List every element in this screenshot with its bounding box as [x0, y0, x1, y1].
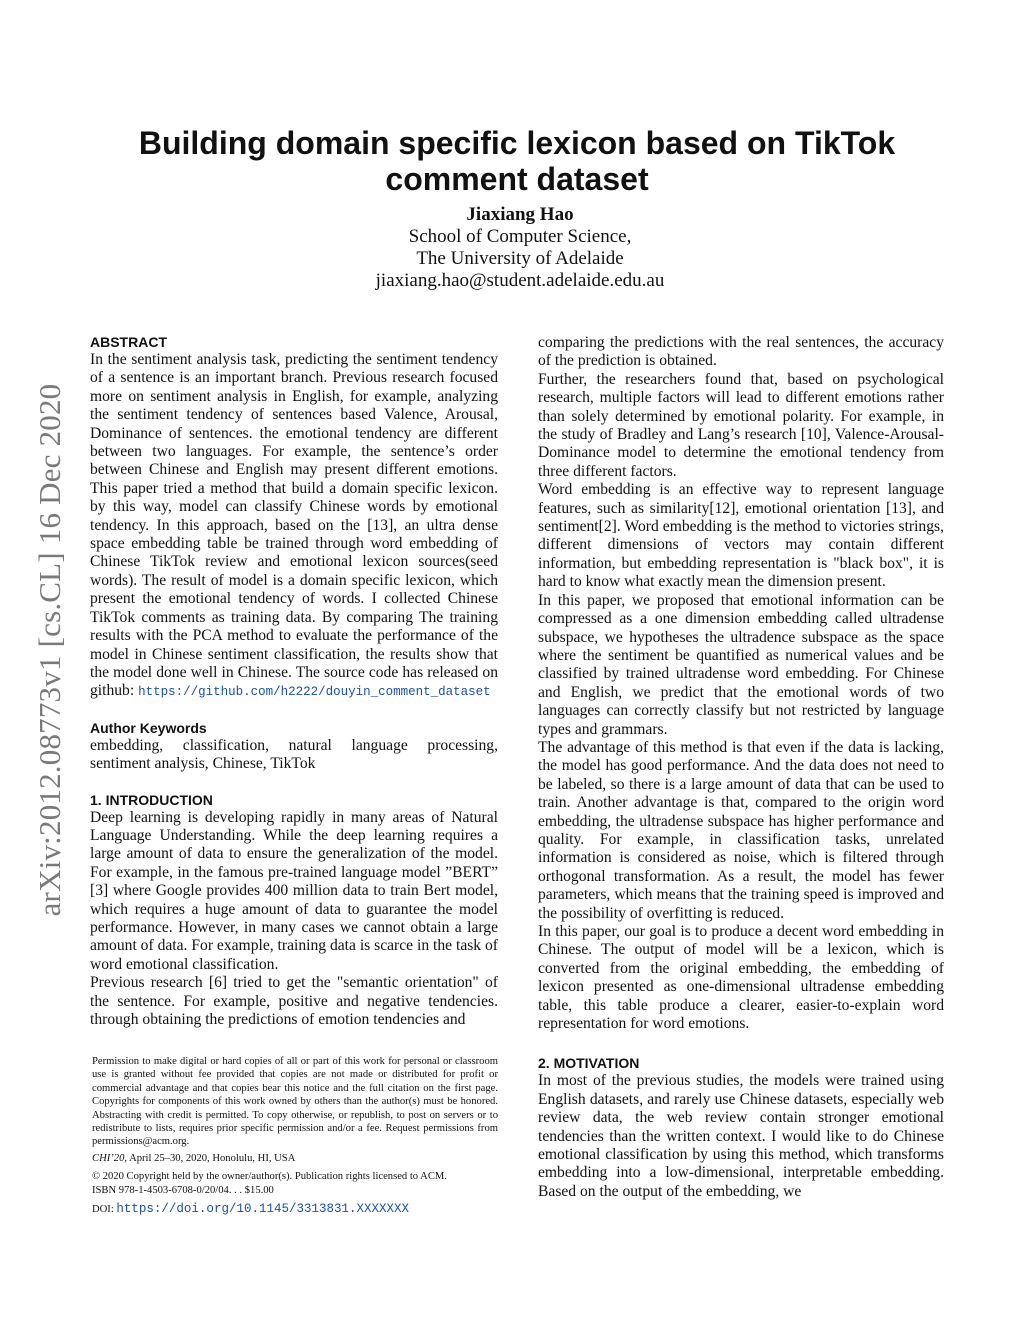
right-paragraph-5: The advantage of this method is that even if the data is lacking, the model has good performance. And the data does not need to be labeled, so there is a large amount of data that can be used to train. Another advantage is that, compared to the origin word embedding, the ultradense subspace has higher performance and quality. For example, in classification tasks, unrelated information is considered as noise, which is filtered through orthogonal transformation. As a result, the model has fewer parameters, which means that the training speed is improved and the possibility of overfitting is reduced.	[538, 738, 944, 922]
right-paragraph-2: Further, the researchers found that, based on psychological research, multiple factors will lead to different emotions rather than solely determined by emotional polarity. For example, in the study of Bradley and Lang’s research [10], Valence-Arousal-Dominance model to determine the emotional tendency from three different factors.	[538, 370, 944, 480]
author-department: School of Computer Science,	[408, 226, 632, 247]
right-paragraph-3: Word embedding is an effective way to represent language features, such as similarity[12], emotional orientation [13], and sentiment[2]. Word embedding is the method to victories strings, different dimensions of vectors may contain different information, but embedding representation is "black box", it is hard to know what exactly mean the dimension present.	[538, 481, 944, 591]
paper-title: Building domain specific lexicon based on TikTok comment dataset	[138, 125, 896, 197]
github-link[interactable]: https://github.com/h2222/douyin_comment_dataset	[138, 685, 491, 700]
author-university: The University of Adelaide	[416, 248, 624, 269]
motivation-heading: 2. MOTIVATION	[538, 1055, 640, 1072]
conference-name: CHI’20,	[92, 1152, 128, 1164]
author-email: jiaxiang.hao@student.adelaide.edu.au	[375, 270, 665, 291]
arxiv-identifier: arXiv:2012.08773v1 [cs.CL] 16 Dec 2020	[32, 383, 67, 917]
right-column	[538, 334, 944, 1201]
permission-text: Permission to make digital or hard copies of all or part of this work for personal or classroom use is granted without fee provided that copies are not made or distributed for profit or commercial advantage and that copies bear this notice and the full citation on the first page. Copyrights for components of this work owned by others than the author(s) must be honored. Abstracting with credit is permitted. To copy otherwise, or republish, to post on servers or to redistribute to lists, requires prior specific permission and/or a fee. Request permissions from permissions@acm.org.	[92, 1056, 498, 1148]
conference-line	[92, 1152, 498, 1165]
isbn-line: ISBN 978-1-4503-6708-0/20/04. . . $15.00	[92, 1184, 274, 1196]
introduction-paragraph-1: Deep learning is developing rapidly in many areas of Natural Language Understanding. While the deep learning requires a large amount of data to ensure the generalization of the model. For example, in the famous pre-trained language model ”BERT” [3] where Google provides 400 million data to train Bert model, which requires a huge amount of data to guarantee the model performance. However, in many cases we cannot obtain a large amount of data. For example, training data is scarce in the task of word emotional classification.	[90, 808, 498, 973]
conference-details: April 25–30, 2020, Honolulu, HI, USA	[127, 1152, 296, 1164]
right-paragraph-6: In this paper, our goal is to produce a decent word embedding in Chinese. The output of model will be a lexicon, which is converted from the original embedding, the embedding of lexicon presented as one-dimensional ultradense embedding table, this table produce a clearer, easier-to-explain word representation for word emotions.	[538, 923, 944, 1033]
abstract-body: In the sentiment analysis task, predicting the sentiment tendency of a sentence is an important branch. Previous research focused more on sentiment analysis in English, for example, analyzing the sentiment tendency of sentences based Valence, Arousal, Dominance of sentences. the emotional tendency are different between two languages. For example, the sentence’s order between Chinese and English may present different emotions. This paper tried a method that build a domain specific lexicon. by this way, model can classify Chinese words by emotional tendency. In this approach, based on the [13], an ultra dense space embedding table be trained through word embedding of Chinese TikTok review and emotional lexicon sources(seed words). The result of model is a domain specific lexicon, which present the emotional tendency of words. I collected Chinese TikTok comments as training data. By comparing The training results with the PCA method to evaluate the performance of the model in Chinese sentiment classification, the results show that the model done well in Chinese. The source code has released on github:	[90, 351, 498, 700]
permission-footnote	[92, 1055, 498, 1216]
arxiv-sidebar	[30, 350, 70, 950]
doi-label: DOI:	[92, 1204, 117, 1216]
keywords-text: embedding, classification, natural language processing, sentiment analysis, Chinese, TikTok	[90, 736, 498, 773]
copyright-line: © 2020 Copyright held by the owner/author(s). Publication rights licensed to ACM.	[92, 1171, 447, 1183]
author-block	[300, 204, 740, 292]
motivation-text: In most of the previous studies, the models were trained using English datasets, and rarely use Chinese datasets, especially web review data, the web review contain stronger emotional tendencies than the written context. I would like to do Chinese emotional classification by using this method, which transforms embedding into a low-dimensional, interpretable embedding. Based on the output of the embedding, we	[538, 1072, 944, 1200]
abstract-text	[90, 351, 498, 702]
left-column	[90, 334, 498, 1029]
author-name: Jiaxiang Hao	[466, 204, 574, 225]
right-paragraph-1: comparing the predictions with the real sentences, the accuracy of the prediction is obtained.	[538, 334, 944, 370]
abstract-heading: ABSTRACT	[90, 334, 167, 350]
introduction-heading: 1. INTRODUCTION	[90, 791, 213, 808]
introduction-paragraph-2: Previous research [6] tried to get the "semantic orientation" of the sentence. For example, positive and negative tendencies. through obtaining the predictions of emotion tendencies and	[90, 974, 498, 1028]
doi-line	[92, 1203, 498, 1216]
doi-link[interactable]: https://doi.org/10.1145/3313831.XXXXXXX	[116, 1202, 409, 1217]
right-paragraph-4: In this paper, we proposed that emotional information can be compressed as a one dimension embedding called ultradense subspace, we hypotheses the ultradence subspace as the space where the sentiment be quantified as numerical values and be classified by trained ultradense word embedding. For Chinese and English, we predict that the emotional words of two languages can correctly classify but not restricted by language types and grammars.	[538, 591, 944, 738]
keywords-heading: Author Keywords	[90, 719, 207, 736]
